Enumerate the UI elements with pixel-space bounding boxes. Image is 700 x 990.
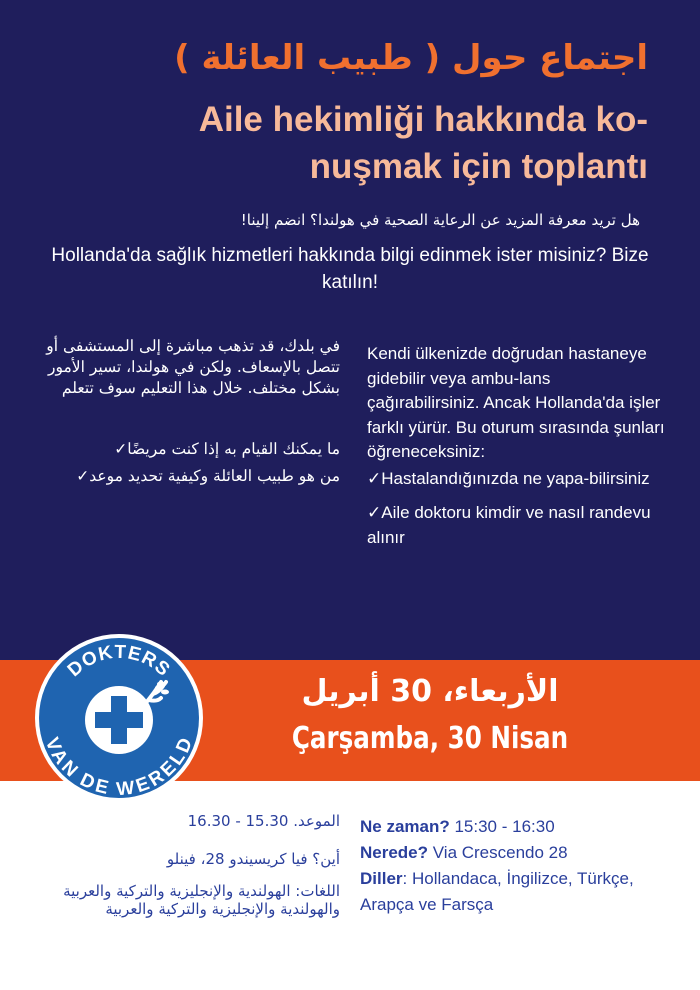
turkish-body (367, 342, 667, 550)
arabic-point-2 (32, 466, 340, 487)
turkish-subtitle: Hollanda'da sağlık hizmetleri hakkında bilgi edinmek ister misiniz? Bize katılın! (51, 245, 649, 293)
turkish-place (360, 840, 680, 866)
turkish-point-2-text: Aile doktoru kimdir ve nasıl randevu alınır (367, 503, 651, 547)
turkish-time (360, 814, 680, 840)
check-icon: ✓ (76, 467, 90, 485)
logo-text-bottom: VAN DE WERELD (40, 734, 198, 801)
turkish-info (360, 814, 680, 918)
check-icon: ✓ (367, 468, 382, 489)
dokters-van-de-wereld-logo (33, 632, 205, 804)
turkish-point-2 (367, 501, 667, 550)
arabic-time: الموعد. 15.30 - 16.30 (187, 812, 340, 830)
arabic-languages: اللغات: الهولندية والإنجليزية والتركية والعربية والهولندية والإنجليزية والتركية والعربية (63, 882, 340, 918)
check-icon: ✓ (114, 440, 128, 458)
turkish-languages (360, 866, 680, 918)
arabic-subtitle: هل تريد معرفة المزيد عن الرعاية الصحية في هولندا؟ انضم إلينا! (240, 211, 640, 229)
date-turkish: Çarşamba, 30 Nisan (291, 721, 569, 756)
time-value: 15:30 - 16:30 (449, 817, 555, 836)
time-label: Ne zaman? (360, 817, 450, 836)
turkish-intro: Kendi ülkenizde doğrudan hastaneye gidebilir veya ambu-lans çağırabilirsiniz. Ancak Hollanda'da işler farklı yürür. Bu oturum sırasında şunları öğreneceksiniz: (367, 344, 665, 461)
arabic-title: اجتماع حول ( طبيب العائلة ) (174, 38, 648, 78)
arabic-body (32, 336, 340, 487)
languages-value: : Hollandaca, İngilizce, Türkçe, Arapça ve Farsça (360, 869, 634, 914)
languages-label: Diller (360, 869, 403, 888)
arabic-place: أين؟ فيا كريسيندو 28، فينلو (166, 850, 340, 868)
place-label: Nerede? (360, 843, 429, 862)
arabic-point-1 (32, 439, 340, 460)
place-value: Via Crescendo 28 (428, 843, 568, 862)
arabic-point-1-text: ما يمكنك القيام به إذا كنت مريضًا (127, 440, 340, 458)
logo-text-top: DOKTERS (63, 641, 175, 682)
turkish-point-1-text: Hastalandığınızda ne yapa-bilirsiniz (381, 468, 650, 488)
turkish-point-1 (367, 467, 667, 492)
check-icon: ✓ (367, 503, 382, 523)
arabic-intro: في بلدك، قد تذهب مباشرة إلى المستشفى أو تتصل بالإسعاف. ولكن في هولندا، تسير الأمور بشكل مختلف. خلال هذا التعليم سوف تتعلم (46, 337, 340, 397)
arabic-point-2-text: من هو طبيب العائلة وكيفية تحديد موعد (89, 467, 340, 485)
arabic-info (32, 812, 340, 930)
date-arabic: الأربعاء، 30 أبريل (301, 674, 559, 709)
turkish-title: Aile hekimliği hakkında ko-nuşmak için toplantı (198, 100, 648, 186)
